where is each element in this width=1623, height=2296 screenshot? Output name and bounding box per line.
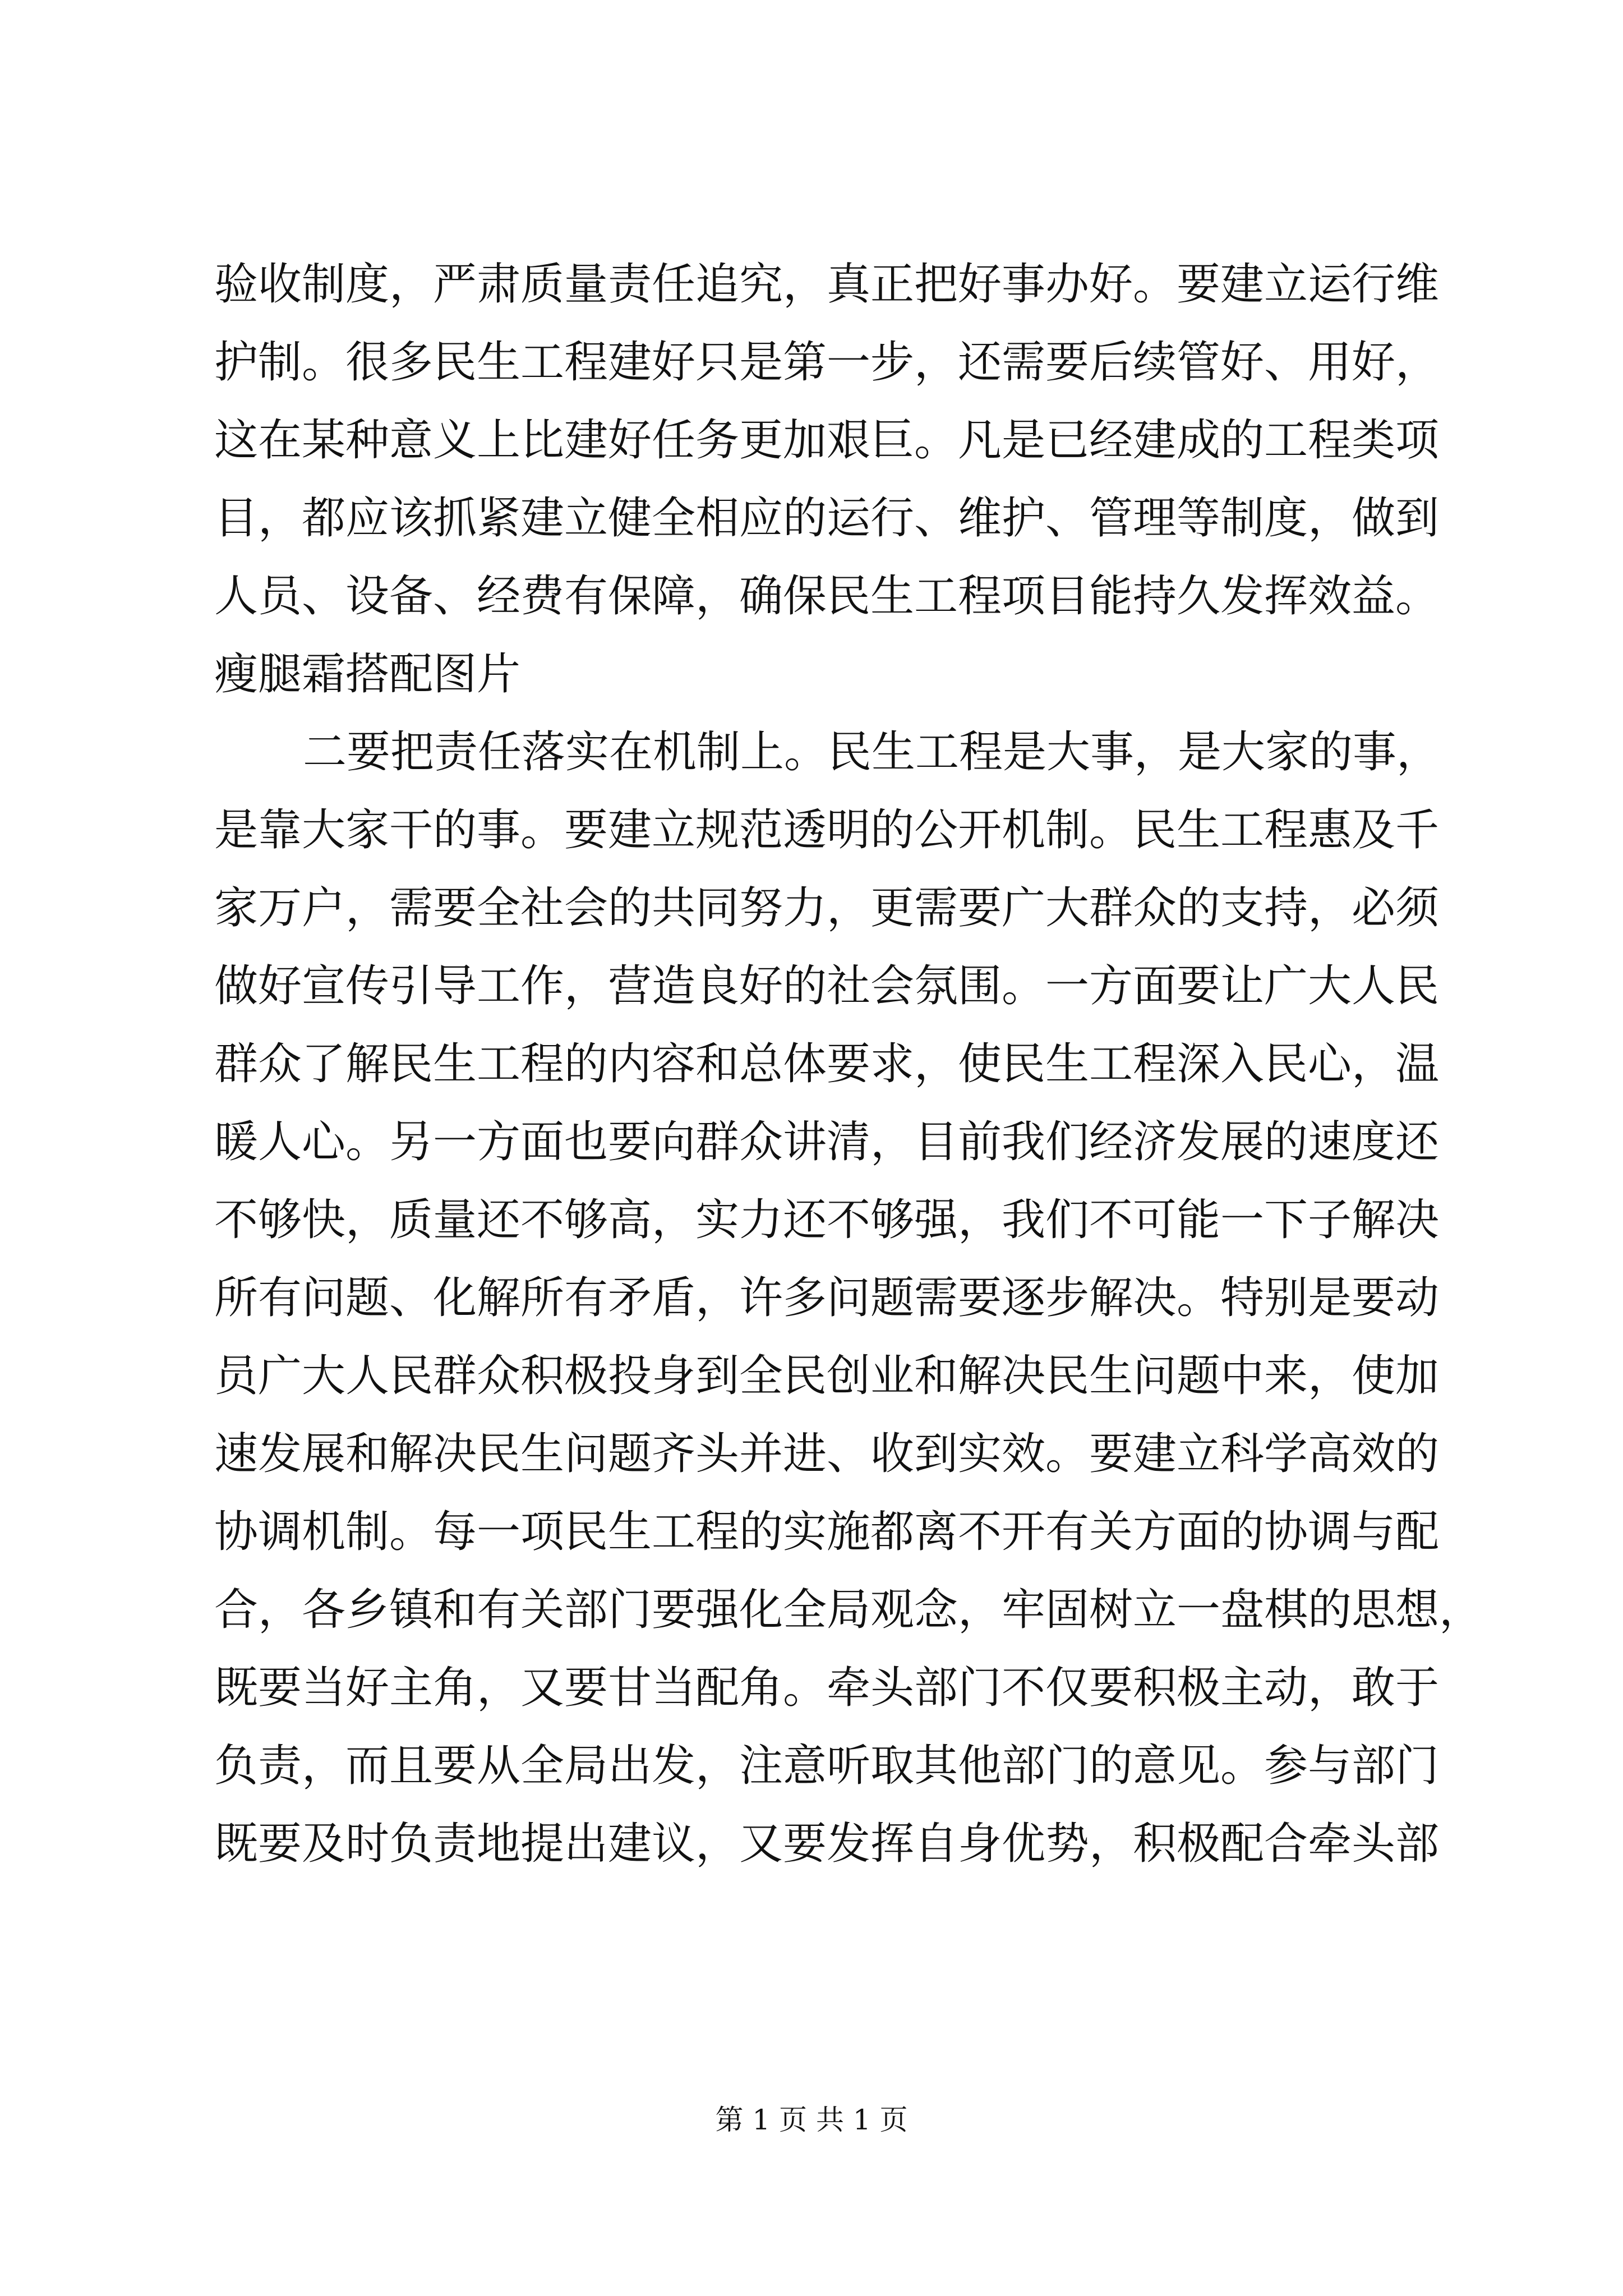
text-line: 验收制度，严肃质量责任追究，真正把好事办好。要建立运行维	[214, 259, 1440, 310]
text-line: 人员、设备、经费有保障，确保民生工程项目能持久发挥效益。	[214, 571, 1440, 622]
text-line: 家万户，需要全社会的共同努力，更需要广大群众的支持，必须	[214, 883, 1440, 933]
text-line: 既要及时负责地提出建议，又要发挥自身优势，积极配合牵头部	[214, 1819, 1440, 1869]
text-line: 瘦腿霜搭配图片	[214, 649, 521, 700]
text-line: 群众了解民生工程的内容和总体要求，使民生工程深入民心，温	[214, 1039, 1440, 1089]
text-line: 速发展和解决民生问题齐头并进、收到实效。要建立科学高效的	[214, 1429, 1440, 1479]
text-line: 既要当好主角，又要甘当配角。牵头部门不仅要积极主动，敢于	[214, 1663, 1440, 1713]
text-line: 这在某种意义上比建好任务更加艰巨。凡是已经建成的工程类项	[214, 415, 1440, 466]
text-line: 负责，而且要从全局出发，注意听取其他部门的意见。参与部门	[214, 1741, 1440, 1791]
text-line: 护制。很多民生工程建好只是第一步，还需要后续管好、用好，	[214, 337, 1440, 388]
text-line: 员广大人民群众积极投身到全民创业和解决民生问题中来，使加	[214, 1351, 1440, 1401]
text-line: 暖人心。另一方面也要向群众讲清，目前我们经济发展的速度还	[214, 1117, 1440, 1167]
page-footer: 第 1 页 共 1 页	[715, 2104, 908, 2136]
text-line-paragraph-start: 二要把责任落实在机制上。民生工程是大事，是大家的事，	[303, 727, 1441, 777]
text-line: 做好宣传引导工作，营造良好的社会氛围。一方面要让广大人民	[214, 961, 1440, 1011]
text-line: 所有问题、化解所有矛盾，许多问题需要逐步解决。特别是要动	[214, 1273, 1440, 1323]
text-line: 是靠大家干的事。要建立规范透明的公开机制。民生工程惠及千	[214, 805, 1440, 855]
text-line: 目，都应该抓紧建立健全相应的运行、维护、管理等制度，做到	[214, 493, 1440, 544]
text-line: 协调机制。每一项民生工程的实施都离不开有关方面的协调与配	[214, 1507, 1440, 1557]
text-line: 合，各乡镇和有关部门要强化全局观念，牢固树立一盘棋的思想，	[214, 1585, 1483, 1635]
text-line: 不够快，质量还不够高，实力还不够强，我们不可能一下子解决	[214, 1195, 1440, 1245]
document-body	[214, 246, 1483, 1883]
